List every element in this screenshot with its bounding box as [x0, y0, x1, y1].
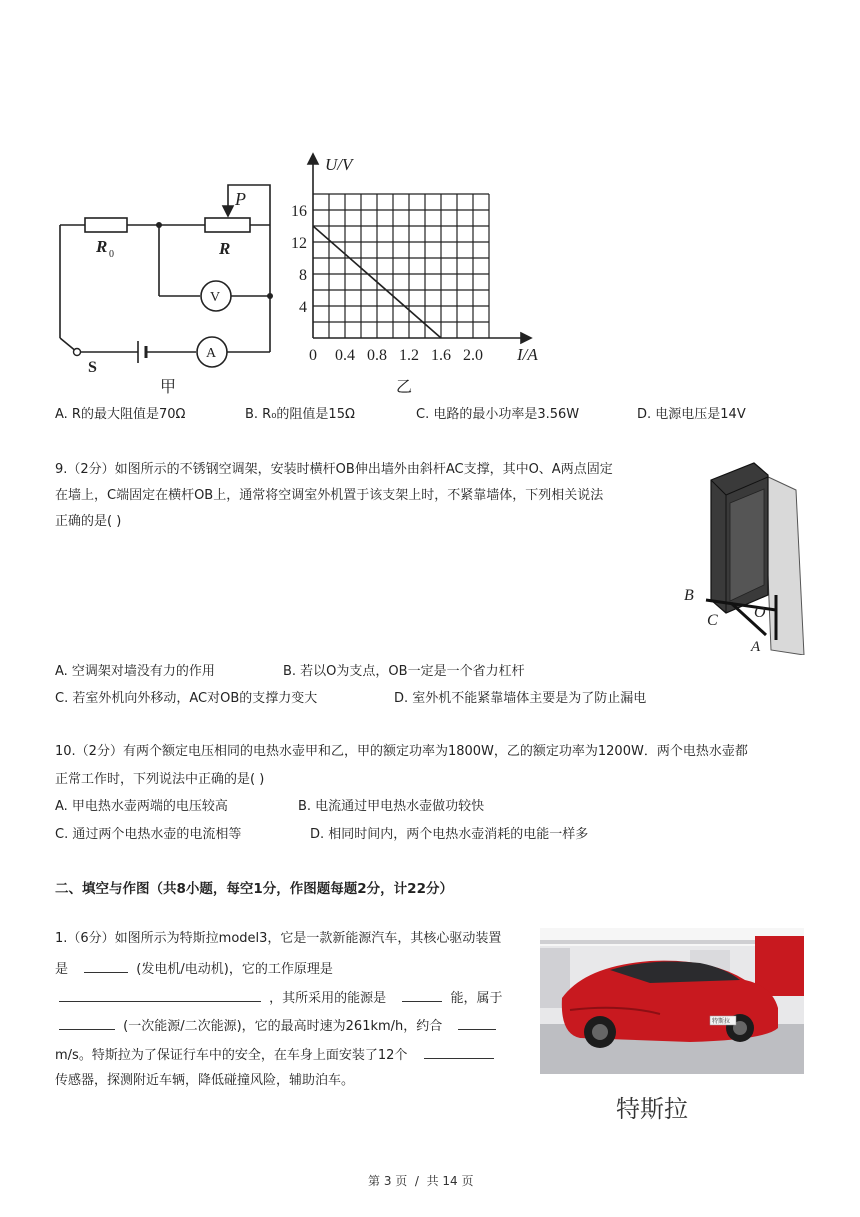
- label-r0: R: [96, 237, 108, 256]
- label-s: S: [88, 359, 97, 376]
- q9-option-b[interactable]: B. 若以O为支点，OB一定是一个省力杠杆: [283, 664, 525, 679]
- section-heading: 二、填空与作图（共8小题，每空1分，作图题每题2分，计22分）: [55, 881, 453, 897]
- q8-option-a[interactable]: A. R的最大阻值是70Ω: [55, 407, 186, 422]
- y-tick-label: 8: [299, 267, 307, 284]
- x-tick-label: 0: [309, 347, 317, 364]
- y-tick-label: 16: [291, 203, 307, 220]
- fill1-line4: [55, 1017, 500, 1036]
- fill1-line6: 传感器，探测附近车辆，降低碰撞风险，辅助泊车。: [55, 1073, 355, 1088]
- x-tick-label: 0.4: [335, 347, 355, 364]
- fill1-line4-text: (一次能源/二次能源)，它的最高时速为261km/h，约合: [123, 1019, 443, 1034]
- q9-option-d[interactable]: D. 室外机不能紧靠墙体主要是为了防止漏电: [394, 691, 647, 706]
- bracket-label-a: A: [751, 639, 761, 655]
- blank-working-principle[interactable]: [59, 989, 261, 1002]
- q10-stem-line1: 10.（2分）有两个额定电压相同的电热水壶甲和乙，甲的额定功率为1800W，乙的额定功率为1200W．两个电热水壶都: [55, 744, 748, 759]
- blank-sensor-type[interactable]: [424, 1046, 494, 1059]
- circuit-figure: [50, 180, 290, 395]
- blank-speed-ms[interactable]: [458, 1017, 496, 1030]
- y-tick-label: 12: [291, 235, 307, 252]
- ac-bracket-figure: [676, 455, 811, 655]
- y-tick-label: 4: [299, 299, 307, 316]
- tesla-photo: [540, 928, 804, 1074]
- q9-stem-line2: 在墙上，C端固定在横杆OB上，通常将空调室外机置于该支架上时，不紧靠墙体，下列相关说法: [55, 488, 604, 503]
- q9-option-c[interactable]: C. 若室外机向外移动，AC对OB的支撑力变大: [55, 691, 318, 706]
- rheostat-r: [205, 218, 250, 232]
- y-axis-label: U/V: [325, 155, 353, 174]
- fill1-line5-text: m/s。特斯拉为了保证行车中的安全，在车身上面安装了12个: [55, 1048, 408, 1063]
- q9-stem-line3: 正确的是( ): [55, 514, 122, 529]
- label-p: P: [235, 189, 246, 209]
- q10-option-c[interactable]: C. 通过两个电热水壶的电流相等: [55, 827, 242, 842]
- graph-caption: 乙: [396, 377, 413, 396]
- blank-motor-type[interactable]: [84, 960, 128, 973]
- blank-energy-class[interactable]: [59, 1017, 115, 1030]
- u-i-graph: [285, 150, 565, 400]
- tesla-car-illustration: [540, 928, 804, 1074]
- label-r: R: [219, 239, 231, 258]
- label-v: V: [210, 290, 221, 305]
- q10-option-d[interactable]: D. 相同时间内，两个电热水壶消耗的电能一样多: [310, 827, 589, 842]
- ac-bracket-drawing: [676, 455, 811, 655]
- q9-option-a[interactable]: A. 空调架对墙没有力的作用: [55, 664, 215, 679]
- x-axis-label: I/A: [517, 345, 538, 364]
- license-plate-text: 特斯拉: [712, 1018, 731, 1025]
- bracket-label-o: O: [754, 604, 766, 621]
- resistor-r0: [85, 218, 127, 232]
- bracket-label-b: B: [684, 587, 694, 604]
- x-tick-label: 1.6: [431, 347, 451, 364]
- q8-option-b[interactable]: B. R₀的阻值是15Ω: [245, 407, 355, 422]
- slider-arrow: [223, 206, 233, 216]
- q10-option-a[interactable]: A. 甲电热水壶两端的电压较高: [55, 799, 228, 814]
- blank-energy-type[interactable]: [402, 989, 442, 1002]
- x-tick-label: 2.0: [463, 347, 483, 364]
- bracket-label-c: C: [707, 612, 718, 629]
- fill1-line1: 1.（6分）如图所示为特斯拉model3，它是一款新能源汽车，其核心驱动装置: [55, 931, 502, 946]
- circuit-diagram: [50, 180, 290, 395]
- q9-stem-line1: 9.（2分）如图所示的不锈钢空调架，安装时横杆OB伸出墙外由斜杆AC支撑，其中O、A两点固定: [55, 462, 613, 477]
- circuit-caption: 甲: [160, 377, 177, 395]
- label-a: A: [206, 346, 217, 361]
- fill1-line3-suffix: 能，属于: [450, 991, 503, 1006]
- x-tick-label: 0.8: [367, 347, 387, 364]
- q10-option-b[interactable]: B. 电流通过甲电热水壶做功较快: [298, 799, 485, 814]
- fill1-line2-prefix: 是: [55, 962, 69, 977]
- graph-figure: [285, 150, 565, 400]
- fill1-line3: [55, 989, 502, 1008]
- x-tick-label: 1.2: [399, 347, 419, 364]
- fill1-line5: [55, 1046, 498, 1065]
- page-footer: 第 3 页 / 共 14 页: [368, 1174, 474, 1188]
- photo-caption: 特斯拉: [616, 1095, 688, 1123]
- q8-option-d[interactable]: D. 电源电压是14V: [637, 407, 746, 422]
- q8-option-c[interactable]: C. 电路的最小功率是3.56W: [416, 407, 580, 422]
- label-r0-sub: 0: [109, 249, 114, 260]
- fill1-line3-mid: ，其所采用的能源是: [269, 991, 387, 1006]
- fill1-line2: [55, 960, 333, 979]
- switch-contact: [74, 349, 81, 356]
- fill1-line2-suffix: (发电机/电动机)，它的工作原理是: [136, 962, 333, 977]
- q10-stem-line2: 正常工作时，下列说法中正确的是( ): [55, 772, 265, 787]
